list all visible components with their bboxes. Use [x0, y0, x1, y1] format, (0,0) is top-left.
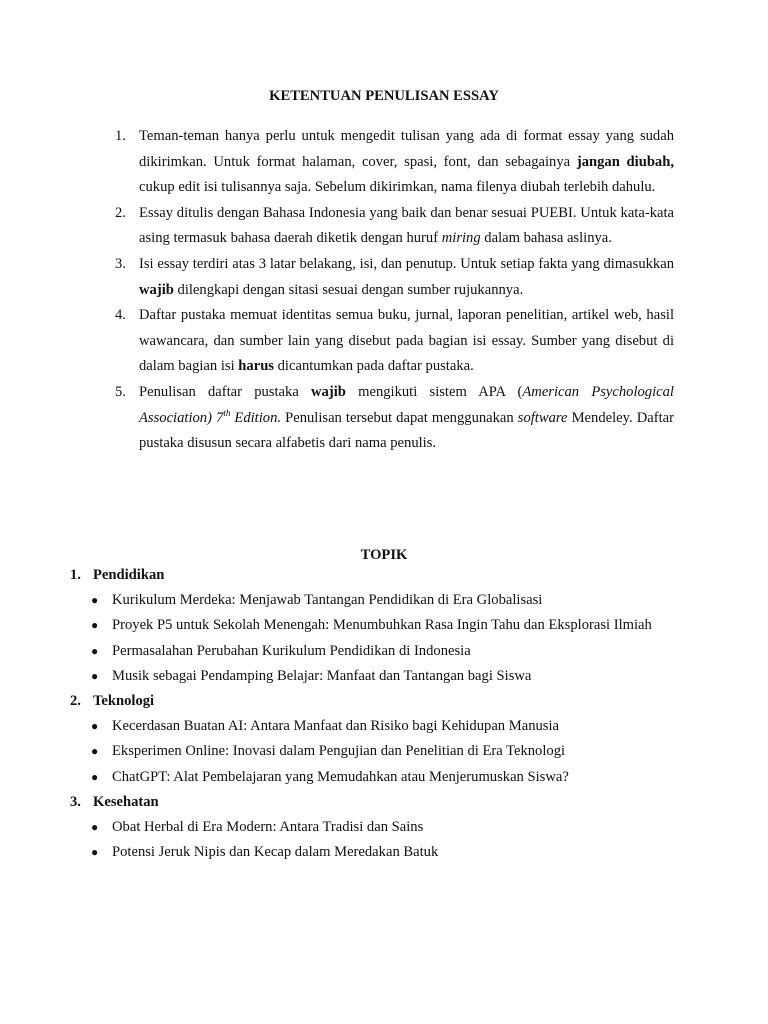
rule-item: [112, 201, 674, 252]
bullet-icon: ●: [91, 845, 99, 860]
rule-number: 4.: [115, 307, 126, 324]
rule-number: 2.: [115, 204, 126, 221]
topic-item-text: ChatGPT: Alat Pembelajaran yang Memudahkan atau Menjerumuskan Siswa?: [112, 768, 569, 785]
topics-title: TOPIK: [360, 547, 408, 563]
bullet-icon: ●: [91, 668, 99, 683]
topic-item: [70, 714, 674, 739]
topic-item: [70, 664, 674, 689]
rule-text-segment: Teman-teman hanya perlu untuk mengedit tulisan yang ada di format essay yang sudah dikirimkan. Untuk format halaman, cover, spasi, font, dan sebagainya: [139, 128, 674, 170]
category-heading: [70, 689, 674, 714]
rule-text-segment: dalam bahasa aslinya.: [480, 230, 612, 247]
rule-text-segment: cukup edit isi tulisannya saja. Sebelum dikirimkan, nama filenya diubah terlebih dahulu.: [139, 179, 656, 196]
topic-category: [70, 563, 674, 689]
rules-list: [112, 124, 674, 457]
category-name: Teknologi: [93, 693, 155, 710]
rule-text-segment: Penulisan daftar pustaka: [139, 383, 312, 400]
topic-item-text: Potensi Jeruk Nipis dan Kecap dalam Meredakan Batuk: [112, 844, 439, 861]
bullet-icon: ●: [91, 744, 99, 759]
rule-text-segment: Daftar pustaka memuat identitas semua buku, jurnal, laporan penelitian, artikel web, hasil wawancara, dan sumber lain yang disebut pada bagian isi essay. Sumber yang disebut di dalam bagian isi: [139, 307, 674, 375]
bullet-icon: ●: [91, 643, 99, 658]
bullet-icon: ●: [91, 719, 99, 734]
bullet-icon: ●: [91, 618, 99, 633]
bullet-icon: ●: [91, 820, 99, 835]
topic-item-text: Permasalahan Perubahan Kurikulum Pendidikan di Indonesia: [112, 642, 471, 659]
rule-text-segment: American Psychological Association) 7: [139, 383, 674, 426]
category-heading: [70, 563, 674, 588]
rule-text-segment: Mendeley. Daftar pustaka disusun secara alfabetis dari nama penulis.: [139, 409, 674, 452]
topics-list: [70, 563, 674, 865]
rule-text-segment: wajib: [311, 383, 346, 400]
topic-category: [70, 689, 674, 790]
bullet-icon: ●: [91, 593, 99, 608]
category-number: 3.: [70, 793, 81, 810]
rule-item: [112, 380, 674, 457]
topic-item-text: Proyek P5 untuk Sekolah Menengah: Menumbuhkan Rasa Ingin Tahu dan Eksplorasi Ilmiah: [112, 617, 652, 634]
category-name: Pendidikan: [93, 567, 165, 583]
rule-text-segment: jangan diubah,: [576, 153, 674, 170]
category-number: 2.: [70, 693, 81, 710]
topic-bullet-list: [70, 714, 674, 790]
topic-item: [70, 840, 674, 865]
topic-item-text: Kurikulum Merdeka: Menjawab Tantangan Pendidikan di Era Globalisasi: [112, 592, 543, 609]
category-number: 1.: [70, 567, 81, 583]
rule-number: 5.: [115, 383, 126, 400]
topic-item-text: Eksperimen Online: Inovasi dalam Pengujian dan Penelitian di Era Teknologi: [112, 743, 566, 760]
topic-category: [70, 790, 674, 866]
topic-item-text: Obat Herbal di Era Modern: Antara Tradisi dan Sains: [112, 819, 424, 836]
topic-bullet-list: [70, 815, 674, 865]
rule-text-segment: Penulisan tersebut dapat menggunakan: [281, 409, 518, 426]
rule-number: 3.: [115, 255, 126, 272]
bullet-icon: ●: [91, 769, 99, 784]
rule-text-segment: software: [517, 409, 568, 426]
rule-text-segment: dilengkapi dengan sitasi sesuai dengan sumber rujukannya.: [173, 281, 524, 298]
rule-text-segment: miring: [441, 230, 481, 247]
rule-text-segment: wajib: [139, 281, 174, 298]
topic-item: [70, 739, 674, 764]
rule-text-segment: Essay ditulis dengan Bahasa Indonesia yang baik dan benar sesuai PUEBI. Untuk kata-kata asing termasuk bahasa daerah diketik dengan huruf: [139, 204, 674, 247]
topic-item: [70, 639, 674, 664]
topic-item: [70, 815, 674, 840]
topic-item: [70, 613, 674, 638]
topic-item: [70, 765, 674, 790]
rule-text-segment: harus: [238, 358, 274, 375]
category-name: Kesehatan: [93, 793, 159, 810]
rule-item: [112, 124, 674, 201]
topic-bullet-list: [70, 588, 674, 689]
rule-text-segment: dicantumkan pada daftar pustaka.: [273, 358, 474, 375]
topic-item-text: Musik sebagai Pendamping Belajar: Manfaat dan Tantangan bagi Siswa: [112, 667, 532, 684]
category-heading: [70, 790, 674, 815]
rule-number: 1.: [115, 128, 126, 144]
rule-text-segment: mengikuti sistem APA (: [345, 383, 523, 400]
topic-item: [70, 588, 674, 613]
rule-text-segment: Isi essay terdiri atas 3 latar belakang, isi, dan penutup. Untuk setiap fakta yang dimasukkan: [139, 255, 674, 272]
rule-item: [112, 252, 674, 303]
rule-text-segment: Edition.: [230, 409, 282, 426]
topic-item-text: Kecerdasan Buatan AI: Antara Manfaat dan Risiko bagi Kehidupan Manusia: [112, 718, 560, 735]
document-title: KETENTUAN PENULISAN ESSAY: [269, 88, 499, 104]
rule-text-segment: th: [223, 407, 231, 418]
rule-item: [112, 303, 674, 380]
